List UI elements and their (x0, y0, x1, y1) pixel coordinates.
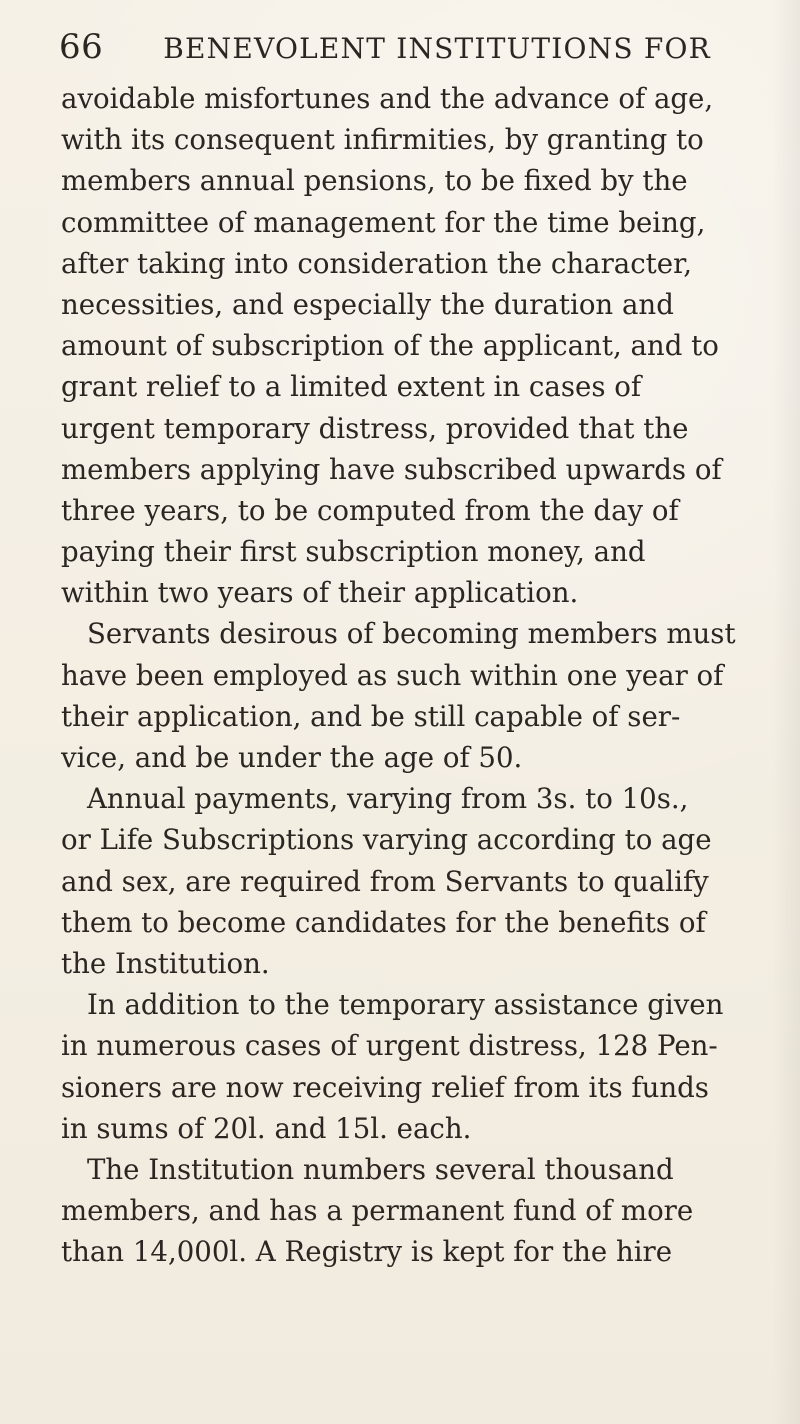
text-line: members annual pensions, to be fixed by the (61, 164, 688, 198)
paragraph-start-line: Servants desirous of becoming members must (87, 617, 736, 651)
text-line: after taking into consideration the character, (61, 246, 693, 280)
text-line: amount of subscription of the applicant, and to (61, 329, 719, 363)
running-head: BENEVOLENT INSTITUTIONS FOR (163, 32, 711, 65)
text-line: and sex, are required from Servants to qualify (61, 864, 709, 898)
text-line: the Institution. (61, 946, 270, 980)
text-line: members applying have subscribed upwards of (61, 452, 722, 486)
page-number: 66 (59, 27, 104, 67)
text-line: than 14,000l. A Registry is kept for the hire (61, 1235, 673, 1269)
text-line: committee of management for the time being, (61, 205, 706, 239)
paragraph-start-line: The Institution numbers several thousand (87, 1152, 674, 1186)
text-line: them to become candidates for the benefits of (61, 905, 706, 939)
text-line: within two years of their application. (61, 576, 579, 610)
body-text (61, 78, 740, 1272)
text-line: avoidable misfortunes and the advance of age, (61, 82, 714, 115)
text-line: three years, to be computed from the day of (61, 493, 679, 527)
text-line: have been employed as such within one year of (61, 658, 724, 692)
text-line: in numerous cases of urgent distress, 128 Pen- (61, 1029, 718, 1063)
text-line: in sums of 20l. and 15l. each. (61, 1111, 472, 1145)
text-line: their application, and be still capable of ser- (61, 699, 681, 733)
text-line: or Life Subscriptions varying according to age (61, 823, 712, 857)
paragraph-start-line: Annual payments, varying from 3s. to 10s., (87, 782, 689, 816)
text-line: urgent temporary distress, provided that the (61, 411, 689, 445)
paragraph-start-line: In addition to the temporary assistance given (87, 988, 724, 1022)
text-line: members, and has a permanent fund of more (61, 1194, 694, 1228)
text-line: necessities, and especially the duration and (61, 287, 674, 321)
page-edge-shadow (772, 0, 800, 1424)
text-line: sioners are now receiving relief from its funds (61, 1070, 709, 1104)
text-line: vice, and be under the age of 50. (61, 741, 523, 774)
page-header (59, 27, 759, 72)
text-line: paying their first subscription money, and (61, 535, 646, 569)
text-line: grant relief to a limited extent in cases of (61, 370, 642, 404)
text-line: with its consequent infirmities, by granting to (61, 123, 704, 157)
